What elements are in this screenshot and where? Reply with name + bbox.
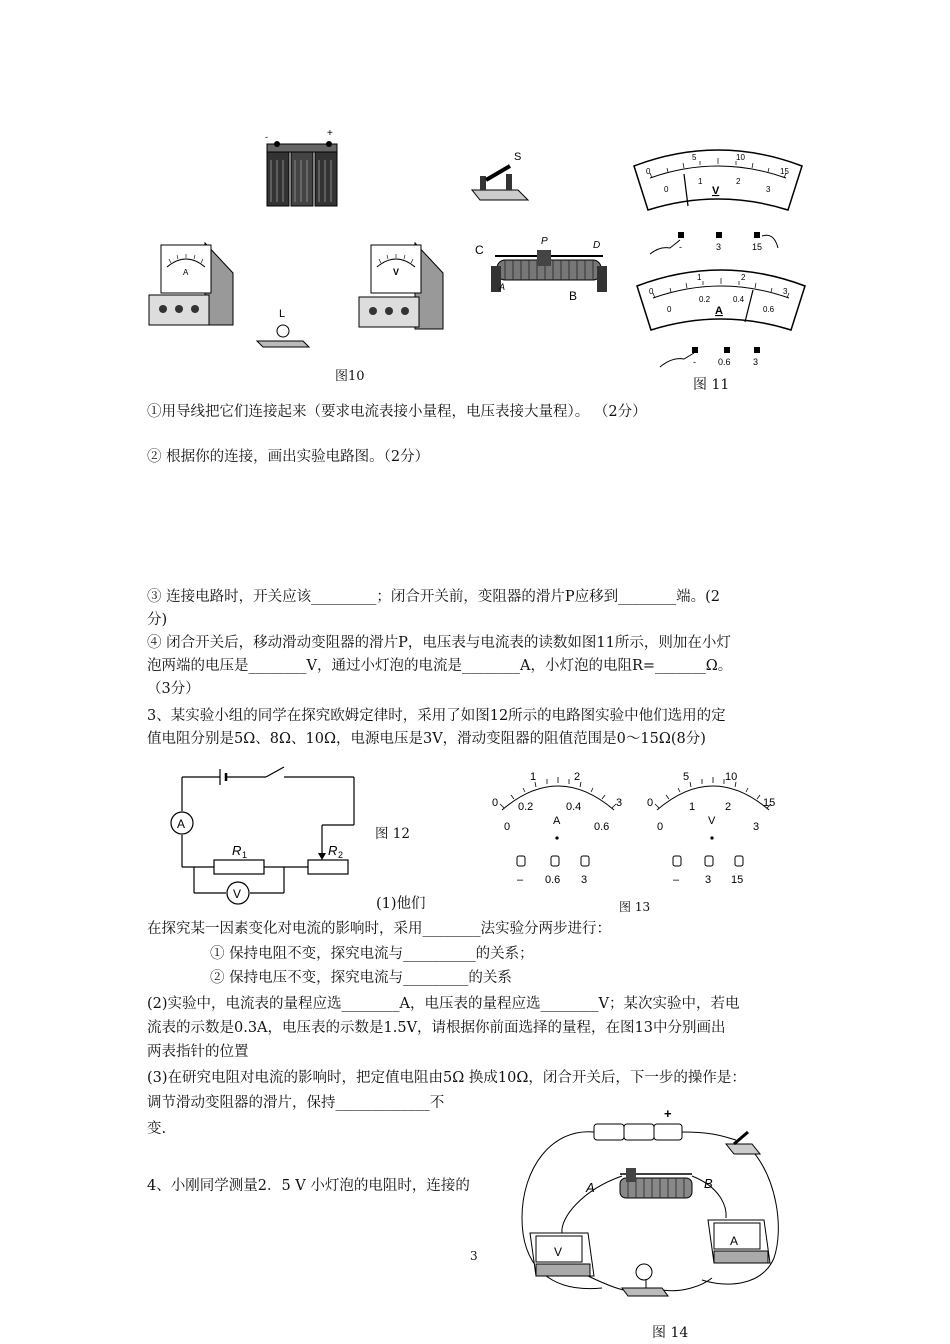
voltmeter-symbol: V — [393, 267, 400, 277]
fig12-r1-subscript: 1 — [242, 850, 248, 860]
fig13-v-terminal-3: 3 — [705, 874, 712, 886]
fig13-v-inner-1: 1 — [689, 801, 696, 813]
rheostat-label-c: C — [475, 243, 484, 257]
fig11-v-outer-10: 10 — [736, 153, 745, 162]
fig11-a-terminal-3: 3 — [753, 357, 759, 367]
part-2-line-2: 流表的示数是0.3A，电压表的示数是1.5V，请根据你前面选择的量程，在图13中分别画出 — [147, 1020, 726, 1036]
fig14-label-a: A — [586, 1180, 595, 1195]
fig13-a-inner-06: 0.6 — [594, 821, 610, 833]
question-1: ①用导线把它们连接起来（要求电流表接小量程，电压表接大量程）。 （2分） — [147, 404, 647, 420]
fig12-voltmeter-symbol: V — [233, 887, 242, 901]
fig14-label-b: B — [704, 1176, 713, 1191]
part-2-line-3: 两表指针的位置 — [147, 1044, 249, 1060]
lamp-illustration — [255, 305, 315, 350]
fig11-voltmeter-terminals — [650, 228, 800, 258]
fig12-r1-label: R — [232, 843, 242, 858]
figure-11-caption: 图 11 — [693, 377, 730, 393]
fig13-a-outer-0: 0 — [492, 797, 499, 809]
fig13-ammeter — [490, 766, 630, 886]
fig13-a-inner-0: 0 — [504, 821, 511, 833]
fig11-a-inner-0: 0 — [667, 305, 672, 314]
switch-illustration — [470, 148, 540, 208]
fig13-v-outer-15: 15 — [763, 797, 776, 809]
fig11-v-symbol: V — [712, 185, 720, 197]
part-1-line-1: 在探究某一因素变化对电流的影响时，采用________法实验分两步进行： — [147, 921, 611, 937]
fig14-plus: + — [664, 1106, 672, 1121]
fig11-ammeter-terminals — [660, 343, 790, 373]
part-1-line-2: ① 保持电阻不变，探究电流与__________的关系； — [210, 946, 534, 962]
figure-13-caption: 图 13 — [619, 900, 651, 914]
question-3-line-1: ③ 连接电路时，开关应该_________；闭合开关前，变阻器的滑片P应移到________端。(2 — [147, 589, 720, 605]
section-3-line-1: 3、某实验小组的同学在探究欧姆定律时，采用了如图12所示的电路图实验中他们选用的定 — [147, 708, 726, 724]
figure-12-caption: 图 12 — [375, 826, 410, 842]
fig13-voltmeter — [645, 766, 785, 886]
rheostat-label-d: D — [593, 240, 601, 251]
part-1-line-3: ② 保持电压不变，探究电流与_________的关系 — [210, 970, 512, 986]
battery-illustration — [265, 128, 345, 213]
part-3-line-3: 变. — [147, 1121, 167, 1137]
rheostat-label-a: A — [499, 282, 506, 292]
fig11-v-inner-3: 3 — [766, 185, 771, 194]
fig11-v-inner-2: 2 — [736, 177, 741, 186]
fig11-v-inner-0: 0 — [664, 185, 669, 194]
fig13-a-terminal-minus: – — [517, 874, 524, 886]
fig11-v-terminal-15: 15 — [752, 242, 763, 252]
part-3-line-1: (3)在研究电阻对电流的影响时，把定值电阻由5Ω 换成10Ω，闭合开关后，下一步的操作是： — [147, 1070, 746, 1086]
fig11-v-outer-15: 15 — [780, 167, 789, 176]
fig13-a-terminal-3: 3 — [581, 874, 588, 886]
fig13-v-terminal-15: 15 — [731, 874, 744, 886]
switch-label: S — [514, 151, 522, 163]
fig13-a-inner-04: 0.4 — [566, 801, 582, 813]
fig11-v-inner-1: 1 — [698, 177, 703, 186]
fig13-v-outer-10: 10 — [725, 771, 738, 783]
fig13-v-outer-0: 0 — [647, 797, 654, 809]
fig11-a-inner-06: 0.6 — [763, 305, 775, 314]
part-1-tail: (1)他们 — [376, 896, 426, 912]
fig13-v-inner-2: 2 — [725, 801, 732, 813]
figure-14-caption: 图 14 — [652, 1325, 689, 1341]
fig11-a-inner-04: 0.4 — [733, 295, 745, 304]
fig13-a-symbol: A — [553, 815, 561, 827]
fig13-a-outer-3: 3 — [616, 797, 623, 809]
section-3-line-2: 值电阻分别是5Ω、8Ω、10Ω，电源电压是3V，滑动变阻器的阻值范围是0～15Ω(8分) — [147, 731, 706, 747]
fig11-a-outer-3: 3 — [783, 287, 788, 296]
question-4-line-2: 泡两端的电压是________V，通过小灯泡的电流是________A，小灯泡的电阻R=_______Ω。 — [147, 658, 733, 674]
rheostat-label-p: P — [541, 236, 548, 247]
fig14-voltmeter-symbol: V — [554, 1245, 563, 1259]
rheostat-illustration — [475, 238, 625, 313]
fig12-r2-label: R — [328, 843, 338, 858]
fig13-v-inner-0: 0 — [657, 821, 664, 833]
fig11-v-terminal-3: 3 — [716, 242, 722, 252]
section-4-line-1: 4、小刚同学测量2．5 V 小灯泡的电阻时，连接的 — [147, 1178, 470, 1194]
fig11-a-outer-1: 1 — [697, 273, 702, 282]
question-2: ② 根据你的连接，画出实验电路图。（2分） — [147, 449, 430, 465]
fig12-circuit — [168, 765, 358, 900]
rheostat-label-b: B — [569, 289, 578, 303]
fig14-ammeter-symbol: A — [730, 1234, 739, 1248]
page-number: 3 — [470, 1249, 478, 1263]
battery-minus: - — [265, 132, 268, 142]
fig11-a-terminal-minus: - — [693, 357, 696, 367]
fig12-ammeter-symbol: A — [177, 817, 186, 831]
fig11-a-symbol: A — [715, 305, 723, 317]
fig13-v-inner-3: 3 — [753, 821, 760, 833]
fig13-a-inner-02: 0.2 — [518, 801, 534, 813]
voltmeter-illustration — [355, 243, 445, 335]
fig12-r2-subscript: 2 — [338, 850, 344, 860]
fig11-a-outer-2: 2 — [741, 273, 746, 282]
fig11-a-terminal-06: 0.6 — [718, 357, 731, 367]
part-3-line-2: 调节滑动变阻器的滑片，保持_____________不 — [147, 1095, 445, 1111]
part-2-line-1: (2)实验中，电流表的量程应选________A，电压表的量程应选________V；某次实验中，若电 — [147, 996, 740, 1012]
fig13-a-outer-2: 2 — [574, 771, 581, 783]
fig14-circuit — [512, 1108, 797, 1308]
question-4-line-1: ④ 闭合开关后，移动滑动变阻器的滑片P，电压表与电流表的读数如图11所示，则加在小灯 — [147, 635, 731, 651]
fig11-a-outer-0: 0 — [649, 287, 654, 296]
question-3-line-2: 分) — [147, 612, 168, 628]
fig11-v-outer-5: 5 — [692, 153, 697, 162]
fig13-v-terminal-minus: – — [673, 874, 680, 886]
ammeter-symbol: A — [183, 268, 189, 277]
fig13-v-symbol: V — [708, 815, 716, 827]
figure-10-caption: 图10 — [335, 369, 365, 384]
fig11-v-outer-0: 0 — [646, 167, 651, 176]
fig13-v-outer-5: 5 — [683, 771, 690, 783]
battery-plus: + — [327, 128, 333, 139]
fig13-a-outer-1: 1 — [530, 771, 537, 783]
question-4-line-3: （3分） — [147, 681, 200, 697]
fig11-v-terminal-minus: - — [679, 242, 682, 252]
fig11-a-inner-02: 0.2 — [699, 295, 711, 304]
lamp-label: L — [279, 308, 286, 320]
fig13-a-terminal-06: 0.6 — [545, 874, 561, 886]
ammeter-illustration — [145, 243, 235, 333]
